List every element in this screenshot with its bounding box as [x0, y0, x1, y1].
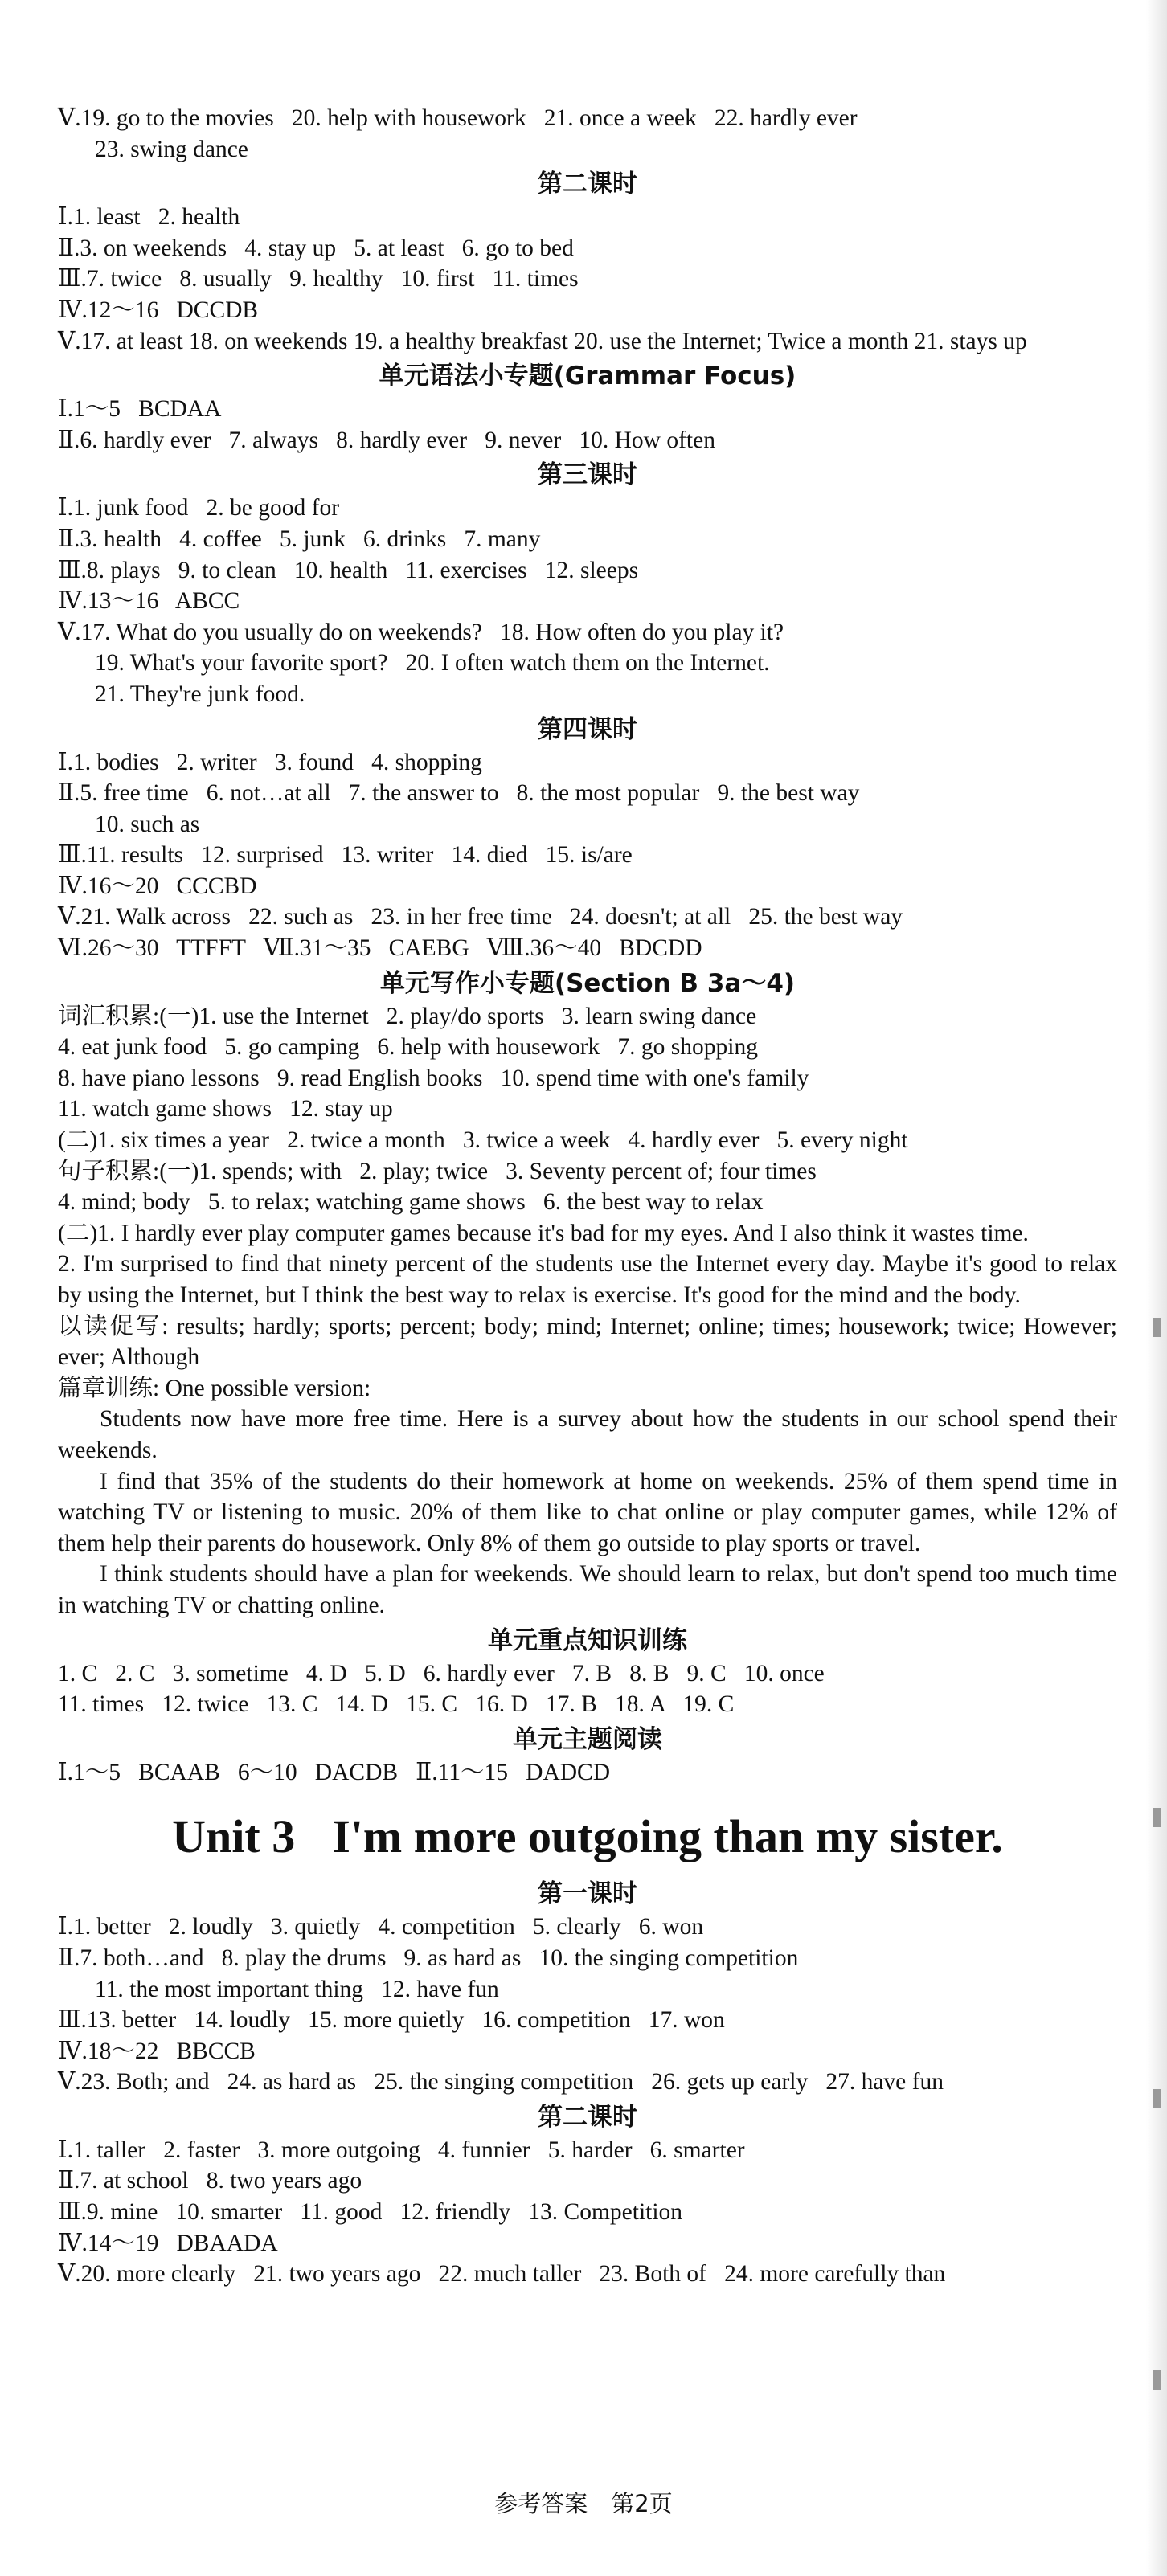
answer-line: 10. such as — [95, 811, 200, 837]
answer-line: Ⅱ.3. health 4. coffee 5. junk 6. drinks 7. many — [58, 525, 541, 552]
essay-paragraph: I find that 35% of the students do their homework at home on weekends. 25% of them spend time in watching TV or listening to music. 20% of them like to chat online or play computer games, while 12% of them help their parents do housework. Only 8% of them go outside to play sports or travel. — [58, 1468, 1117, 1556]
answer-line: 11. times 12. twice 13. C 14. D 15. C 16. D 17. B 18. A 19. C — [58, 1691, 735, 1718]
answer-line: Ⅵ.26～30 TTFFT Ⅶ.31～35 CAEBG Ⅷ.36～40 BDCDD — [58, 935, 702, 962]
answer-line: Ⅱ.7. at school 8. two years ago — [58, 2168, 362, 2194]
answer-line: Ⅲ.9. mine 10. smarter 11. good 12. friendly 13. Competition — [58, 2199, 683, 2226]
answer-line: Ⅳ.18～22 BBCCB — [58, 2038, 256, 2064]
answer-paragraph: 2. I'm surprised to find that ninety percent of the students use the Internet every day. Maybe it's good to relax by using the Internet, but I think the best way to relax is exercise. It's good for the mind and the body. — [58, 1251, 1117, 1308]
section-heading: 第四课时 — [538, 714, 637, 744]
answer-line: Ⅴ.17. at least 18. on weekends 19. a healthy breakfast 20. use the Internet; Twice a month 21. stays up — [58, 328, 1027, 354]
answer-line: Ⅴ.20. more clearly 21. two years ago 22. much taller 23. Both of 24. more carefully than — [58, 2261, 946, 2288]
answer-line: 4. eat junk food 5. go camping 6. help with housework 7. go shopping — [58, 1034, 758, 1061]
section-heading: 第二课时 — [538, 2102, 637, 2132]
section-heading: 单元主题阅读 — [513, 1724, 662, 1754]
answer-line: 11. the most important thing 12. have fun — [95, 1976, 499, 2002]
page-edge-shadow — [1146, 0, 1167, 2576]
edge-mark — [1153, 2370, 1161, 2390]
section-heading: 第二课时 — [538, 170, 637, 199]
answer-line: 1. C 2. C 3. sometime 4. D 5. D 6. hardly ever 7. B 8. B 9. C 10. once — [58, 1660, 825, 1687]
unit-number: Unit 3 — [172, 1810, 296, 1863]
answer-line: 词汇积累:(一)1. use the Internet 2. play/do sports 3. learn swing dance — [58, 1003, 757, 1029]
answer-line: 11. watch game shows 12. stay up — [58, 1096, 393, 1122]
answer-line: Ⅴ.21. Walk across 22. such as 23. in her free time 24. doesn't; at all 25. the best way — [58, 904, 903, 930]
answer-line: 篇章训练: One possible version: — [58, 1375, 371, 1401]
answer-line: Ⅰ.1～5 BCDAA — [58, 396, 222, 423]
answer-line: 4. mind; body 5. to relax; watching game shows 6. the best way to relax — [58, 1189, 764, 1216]
unit-name: I'm more outgoing than my sister. — [332, 1810, 1003, 1863]
answer-line: Ⅱ.3. on weekends 4. stay up 5. at least 6. go to bed — [58, 235, 574, 261]
section-heading: 第一课时 — [538, 1879, 637, 1909]
answer-line: Ⅲ.13. better 14. loudly 15. more quietly 16. competition 17. won — [58, 2007, 725, 2034]
edge-mark — [1153, 1808, 1161, 1827]
answer-line: Ⅰ.1～5 BCAAB 6～10 DACDB Ⅱ.11～15 DADCD — [58, 1759, 611, 1785]
answer-line: 21. They're junk food. — [95, 681, 305, 707]
answer-line: Ⅱ.6. hardly ever 7. always 8. hardly ever 9. never 10. How often — [58, 427, 715, 453]
page-footer: 参考答案 第2页 — [494, 2490, 673, 2517]
answer-paragraph: 以读促写: results; hardly; sports; percent; body; mind; Internet; online; times; housework; twice; However; ever; Although — [58, 1313, 1117, 1371]
answer-line: Ⅳ.12～16 DCCDB — [58, 296, 259, 323]
answer-line: Ⅳ.16～20 CCCBD — [58, 873, 257, 899]
edge-mark — [1153, 2089, 1161, 2108]
answer-line: Ⅲ.11. results 12. surprised 13. writer 14. died 15. is/are — [58, 842, 633, 869]
essay-paragraph: Students now have more free time. Here is a survey about how the students in our school spend their weekends. — [58, 1406, 1117, 1463]
section-heading: 第三课时 — [538, 460, 637, 490]
answer-line: Ⅰ.1. better 2. loudly 3. quietly 4. competition 5. clearly 6. won — [58, 1914, 704, 1940]
answer-line: Ⅳ.14～19 DBAADA — [58, 2230, 278, 2256]
section-heading: 单元语法小专题(Grammar Focus) — [379, 362, 796, 391]
answer-line: Ⅳ.13～16 ABCC — [58, 588, 240, 615]
answer-line: (二)1. six times a year 2. twice a month 3. twice a week 4. hardly ever 5. every night — [58, 1127, 908, 1154]
answer-line: Ⅰ.1. taller 2. faster 3. more outgoing 4. funnier 5. harder 6. smarter — [58, 2136, 745, 2163]
unit-title — [58, 1802, 1117, 1871]
edge-mark — [1153, 1318, 1161, 1337]
answer-line: Ⅰ.1. bodies 2. writer 3. found 4. shopping — [58, 749, 482, 775]
answer-line: 23. swing dance — [95, 136, 248, 162]
answer-line: Ⅲ.8. plays 9. to clean 10. health 11. exercises 12. sleeps — [58, 557, 639, 583]
answer-line: 19. What's your favorite sport? 20. I often watch them on the Internet. — [95, 650, 770, 677]
answer-line: Ⅲ.7. twice 8. usually 9. healthy 10. first 11. times — [58, 266, 579, 292]
essay-paragraph: I think students should have a plan for weekends. We should learn to relax, but don't spend too much time in watching TV or chatting online. — [58, 1561, 1117, 1618]
answer-line: Ⅰ.1. junk food 2. be good for — [58, 495, 340, 521]
answer-key-page — [58, 103, 1117, 2290]
answer-line: Ⅴ.17. What do you usually do on weekends? 18. How often do you play it? — [58, 619, 784, 645]
answer-paragraph: (二)1. I hardly ever play computer games because it's bad for my eyes. And I also think it wastes time. — [58, 1220, 1029, 1246]
answer-line: Ⅴ.23. Both; and 24. as hard as 25. the singing competition 26. gets up early 27. have fun — [58, 2069, 944, 2096]
answer-line: 句子积累:(一)1. spends; with 2. play; twice 3. Seventy percent of; four times — [58, 1158, 817, 1184]
answer-line: Ⅰ.1. least 2. health — [58, 204, 240, 231]
answer-line: Ⅱ.5. free time 6. not…at all 7. the answer to 8. the most popular 9. the best way — [58, 780, 860, 807]
section-heading: 单元写作小专题(Section B 3a～4) — [379, 968, 796, 998]
answer-line: Ⅴ.19. go to the movies 20. help with housework 21. once a week 22. hardly ever — [58, 105, 858, 131]
answer-line: 8. have piano lessons 9. read English books 10. spend time with one's family — [58, 1065, 809, 1091]
answer-line: Ⅱ.7. both…and 8. play the drums 9. as hard as 10. the singing competition — [58, 1944, 799, 1971]
section-heading: 单元重点知识训练 — [488, 1625, 687, 1655]
